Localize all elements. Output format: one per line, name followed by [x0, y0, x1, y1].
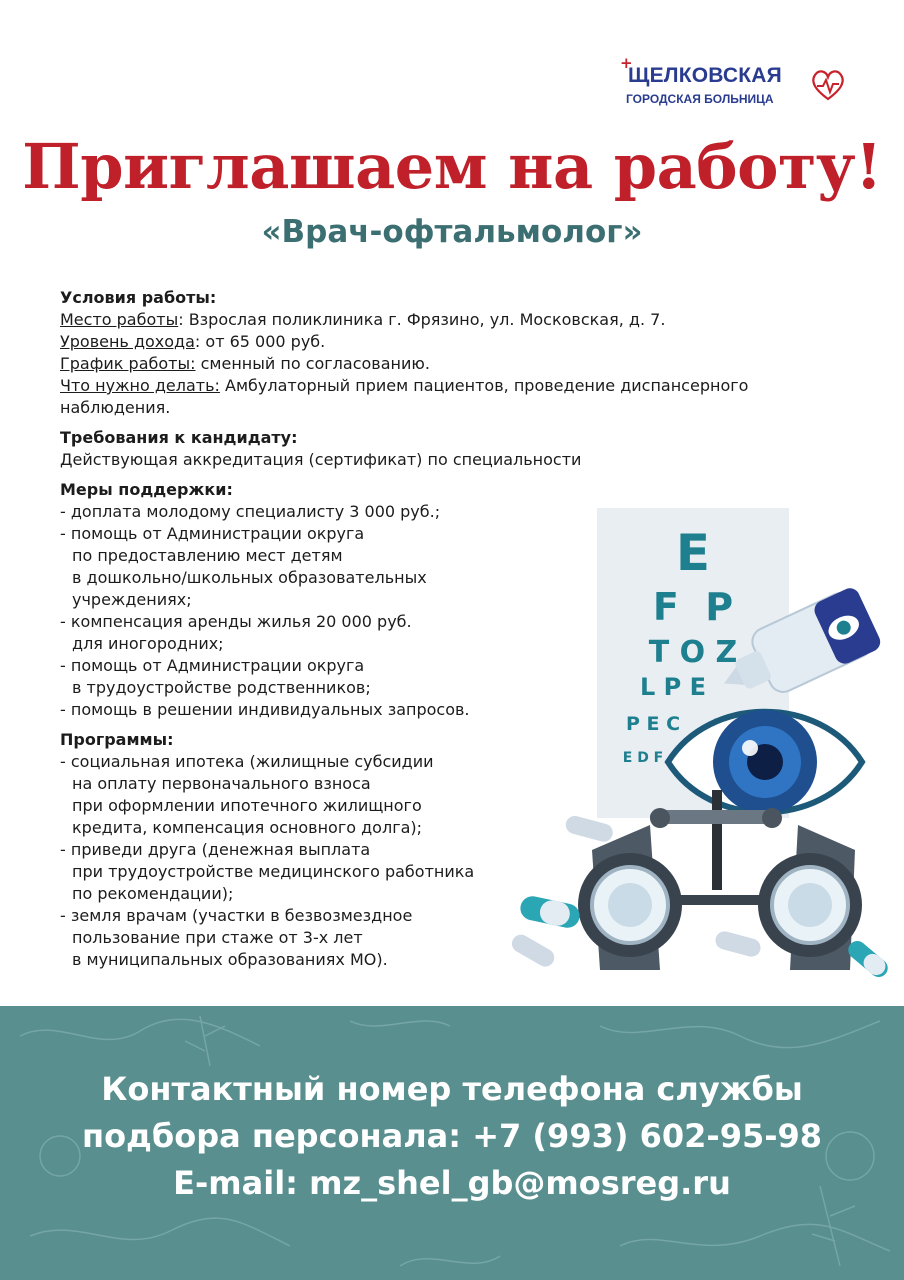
- pill-icon: [713, 929, 762, 958]
- eye-chart-row: L P E: [640, 673, 706, 701]
- page-headline: Приглашаем на работу!: [22, 130, 882, 203]
- pill-icon: [510, 931, 558, 970]
- list-item-cont: для иногородних;: [72, 634, 224, 653]
- hospital-logo: [618, 54, 853, 114]
- ophthalmology-illustration: [510, 500, 900, 985]
- conditions-section: [60, 287, 860, 419]
- contact-phone: подбора персонала: +7 (993) 602-95-98: [81, 1117, 823, 1155]
- list-item-cont: пользование при стаже от 3-х лет: [72, 928, 363, 947]
- condition-value: сменный по согласованию.: [195, 354, 430, 373]
- support-title: Меры поддержки:: [60, 480, 233, 499]
- contact-footer: [0, 1006, 904, 1280]
- list-item-cont: по предоставлению мест детям: [72, 546, 343, 565]
- contact-line1: Контактный номер телефона службы: [101, 1070, 803, 1108]
- condition-duties: [60, 375, 860, 419]
- eye-chart-row: E: [675, 524, 711, 582]
- logo-line2: ГОРОДСКАЯ БОЛЬНИЦА: [626, 92, 774, 106]
- eye-chart-row: P E C: [625, 713, 681, 735]
- list-item-text: - социальная ипотека (жилищные субсидии: [60, 752, 434, 771]
- condition-income: [60, 331, 860, 353]
- list-item-cont: учреждениях;: [72, 590, 192, 609]
- contact-text: [0, 1066, 904, 1207]
- list-item-cont: на оплату первоначального взноса: [72, 774, 371, 793]
- condition-label: Уровень дохода: [60, 332, 195, 351]
- list-item-cont: при трудоустройстве медицинского работника: [72, 862, 475, 881]
- job-position: «Врач-офтальмолог»: [261, 214, 643, 250]
- condition-value: Амбулаторный прием пациентов, проведение диспансерного: [219, 376, 749, 395]
- condition-label: Место работы: [60, 310, 179, 329]
- pill-icon: [564, 814, 615, 844]
- list-item-text: - земля врачам (участки в безвозмездное: [60, 906, 413, 925]
- logo-cross: +: [620, 54, 633, 72]
- eye-chart-row: E D F: [622, 750, 664, 766]
- condition-label: График работы:: [60, 354, 196, 373]
- condition-value: : от 65 000 руб.: [194, 332, 326, 351]
- list-item-text: - приведи друга (денежная выплата: [60, 840, 371, 859]
- list-item-cont: при оформлении ипотечного жилищного: [72, 796, 422, 815]
- condition-value: : Взрослая поликлиника г. Фрязино, ул. Московская, д. 7.: [178, 310, 666, 329]
- requirements-title: Требования к кандидату:: [60, 428, 298, 447]
- condition-schedule: [60, 353, 860, 375]
- condition-value-cont: наблюдения.: [60, 398, 171, 417]
- hospital-heart-icon: [809, 66, 847, 104]
- condition-workplace: [60, 309, 860, 331]
- list-item-cont: кредита, компенсация основного долга);: [72, 818, 423, 837]
- list-item-text: - компенсация аренды жилья 20 000 руб.: [60, 612, 412, 631]
- logo-line1: ЩЕЛКОВСКАЯ: [628, 64, 782, 87]
- requirements-section: [60, 427, 860, 471]
- contact-email: E-mail: mz_shel_gb@mosreg.ru: [173, 1164, 731, 1202]
- conditions-title: Условия работы:: [60, 288, 217, 307]
- condition-label: Что нужно делать:: [60, 376, 220, 395]
- programs-title: Программы:: [60, 730, 174, 749]
- list-item-text: - помощь от Администрации округа: [60, 524, 365, 543]
- list-item-cont: в муниципальных образованиях МО).: [72, 950, 388, 969]
- list-item-cont: по рекомендации);: [72, 884, 234, 903]
- list-item-text: - помощь в решении индивидуальных запросов.: [60, 700, 470, 719]
- requirements-text: Действующая аккредитация (сертификат) по специальности: [60, 450, 582, 469]
- list-item-cont: в трудоустройстве родственников;: [72, 678, 371, 697]
- list-item-text: - доплата молодому специалисту 3 000 руб.;: [60, 502, 441, 521]
- eye-chart-row: F P: [652, 585, 734, 629]
- list-item-cont: в дошкольно/школьных образовательных: [72, 568, 427, 587]
- list-item-text: - помощь от Администрации округа: [60, 656, 365, 675]
- eye-chart-row: T O Z: [648, 635, 738, 670]
